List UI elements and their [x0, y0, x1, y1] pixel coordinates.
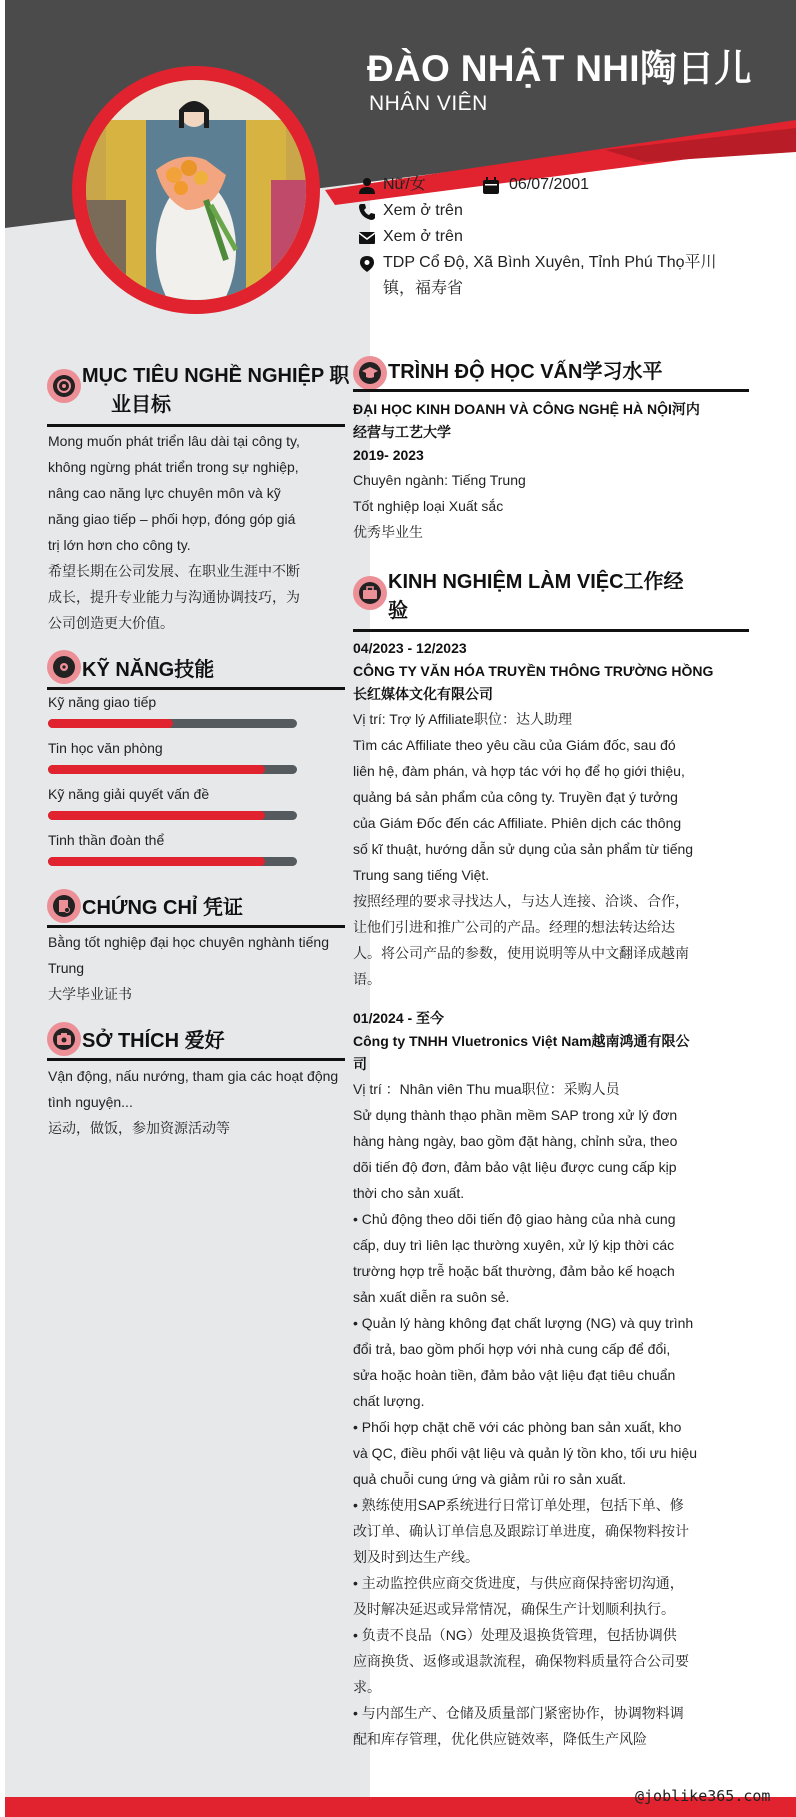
skill-bar: [48, 857, 297, 866]
skill-bar: [48, 719, 297, 728]
education-school-line-2: 经营与工艺大学: [353, 424, 451, 440]
job-description-line: sửa hoặc hoàn tiền, đảm bảo vật liệu đạt tiêu chuẩn: [353, 1367, 676, 1383]
job-description-line: • 熟练使用SAP系统进行日常订单处理，包括下单、修: [353, 1497, 684, 1513]
job-description-line: sản xuất diễn ra suôn sẻ.: [353, 1289, 510, 1305]
email-icon: [358, 229, 376, 247]
objective-zh-line: 希望长期在公司发展、在职业生涯中不断: [48, 563, 300, 579]
education-title: TRÌNH ĐỘ HỌC VẤN学习水平: [388, 361, 663, 383]
job-description-line: của Giám Đốc đến các Affiliate. Phiên dịch các thông: [353, 815, 682, 831]
skill-label: Kỹ năng giao tiếp: [48, 694, 157, 710]
address-line-2: 镇，福寿省: [383, 280, 464, 297]
skill-bar-fill: [48, 857, 265, 866]
objective-title-line-2: 业目标: [111, 394, 171, 416]
portrait-photo: [86, 80, 306, 300]
job-description-line: 语。: [353, 971, 381, 987]
job-description-line: 划及时到达生产线。: [353, 1549, 479, 1565]
job-period: 04/2023 - 12/2023: [353, 640, 467, 656]
skill-bar-fill: [48, 765, 265, 774]
hobby-line: Vận động, nấu nướng, tham gia các hoạt động: [48, 1068, 339, 1084]
job-description-line: quả chuỗi cung ứng và giảm rủi ro sản xuất.: [353, 1471, 627, 1487]
resume-page: [5, 0, 796, 1817]
gender-value: Nữ/女: [383, 176, 426, 193]
job-description-line: Trung sang tiếng Việt.: [353, 867, 490, 883]
phone-icon: [358, 203, 376, 221]
hobby-line: 运动，做饭，参加资源活动等: [48, 1120, 230, 1136]
objective-vi-line: năng giao tiếp – phối hợp, đóng góp giá: [48, 511, 296, 527]
job-description-line: • Chủ động theo dõi tiến độ giao hàng của nhà cung: [353, 1211, 676, 1227]
target-icon: [47, 369, 81, 403]
job-description-line: hàng hàng ngày, bao gồm đặt hàng, chỉnh sửa, theo: [353, 1133, 678, 1149]
skill-label: Kỹ năng giải quyết vấn đề: [48, 786, 210, 802]
address-line-1: TDP Cổ Độ, Xã Bình Xuyên, Tỉnh Phú Thọ平川: [383, 254, 717, 271]
birthday-value: 06/07/2001: [509, 176, 590, 193]
education-grade-vi: Tốt nghiệp loại Xuất sắc: [353, 498, 504, 514]
education-major: Chuyên ngành: Tiếng Trung: [353, 472, 526, 488]
skill-label: Tin học văn phòng: [48, 740, 163, 756]
job-position: Vị trí: Trợ lý Affiliate职位：达人助理: [353, 711, 572, 727]
watermark: @joblike365.com: [635, 1787, 771, 1805]
gear-icon: [47, 650, 81, 684]
skills-title: KỸ NĂNG技能: [82, 659, 215, 681]
job-description-line: 人。将公司产品的参数，使用说明等从中文翻译成越南: [353, 945, 689, 961]
education-years: 2019- 2023: [353, 447, 424, 463]
candidate-role: NHÂN VIÊN: [369, 92, 488, 115]
certificates-rule: [47, 925, 345, 928]
objective-vi-line: không ngừng phát triển trong sự nghiệp,: [48, 459, 299, 475]
job-description-line: 配和库存管理，优化供应链效率，降低生产风险: [353, 1731, 647, 1747]
education-school-line-1: ĐẠI HỌC KINH DOANH VÀ CÔNG NGHỆ HÀ NỘI河内: [353, 401, 700, 417]
job-description-line: dõi tiến độ đơn, đảm bảo vật liệu được cung cấp kịp: [353, 1159, 677, 1175]
job-description-line: • Phối hợp chặt chẽ với các phòng ban sản xuất, kho: [353, 1419, 682, 1435]
hobby-line: tình nguyện...: [48, 1094, 133, 1110]
job-company-line-1: Công ty TNHH Vluetronics Việt Nam越南鸿通有限公: [353, 1033, 690, 1049]
certificate-icon: [47, 889, 81, 923]
objective-title-line-1: MỤC TIÊU NGHỀ NGHIỆP 职: [82, 365, 350, 387]
certificates-title: CHỨNG CHỈ 凭证: [82, 897, 244, 919]
education-grade-zh: 优秀毕业生: [353, 524, 423, 540]
objective-rule: [47, 424, 345, 427]
hobbies-rule: [47, 1058, 345, 1061]
objective-vi-line: nâng cao năng lực chuyên môn và kỹ: [48, 485, 281, 501]
job-description-line: quảng bá sản phẩm của công ty. Truyền đạt ý tưởng: [353, 789, 678, 805]
briefcase-icon: [353, 576, 387, 610]
candidate-name: ĐÀO NHẬT NHI陶日儿: [367, 48, 752, 89]
job-description-line: số kĩ thuật, hướng dẫn sử dụng của sản phẩm từ tiếng: [353, 841, 694, 857]
job-description-line: và QC, điều phối vật liệu và quản lý tồn kho, tối ưu hiệu: [353, 1445, 698, 1461]
job-description-line: Tìm các Affiliate theo yêu cầu của Giám đốc, sau đó: [353, 737, 676, 753]
job-company-line-2: 长红媒体文化有限公司: [353, 686, 493, 702]
skill-bar-fill: [48, 719, 173, 728]
certificate-line: Trung: [48, 960, 85, 976]
job-company-line-1: CÔNG TY VĂN HÓA TRUYỀN THÔNG TRƯỜNG HỒNG: [353, 663, 714, 679]
education-rule: [353, 389, 749, 392]
job-description-line: • 负责不良品（NG）处理及退换货管理，包括协调供: [353, 1627, 677, 1643]
job-description-line: • 主动监控供应商交货进度，与供应商保持密切沟通，: [353, 1575, 684, 1591]
camera-icon: [47, 1022, 81, 1056]
experience-title-line-1: KINH NGHIỆM LÀM VIỆC工作经: [388, 571, 684, 593]
person-icon: [358, 177, 376, 195]
skill-bar: [48, 811, 297, 820]
job-description-line: thời cho sản xuất.: [353, 1185, 465, 1201]
email-value: Xem ở trên: [383, 228, 463, 245]
experience-title-line-2: 验: [388, 600, 408, 622]
skill-bar-fill: [48, 811, 265, 820]
phone-value: Xem ở trên: [383, 202, 463, 219]
job-description-line: chất lượng.: [353, 1393, 425, 1409]
job-position: Vị trí ：Nhân viên Thu mua职位：采购人员: [353, 1081, 620, 1097]
graduation-cap-icon: [353, 356, 387, 390]
location-icon: [358, 255, 376, 273]
objective-vi-line: trị lớn hơn cho công ty.: [48, 537, 191, 553]
objective-zh-line: 成长，提升专业能力与沟通协调技巧，为: [48, 589, 300, 605]
job-description-line: 让他们引进和推广公司的产品。经理的想法转达给达: [353, 919, 675, 935]
job-description-line: 改订单、确认订单信息及跟踪订单进度，确保物料按计: [353, 1523, 689, 1539]
certificate-line: Bằng tốt nghiệp đại học chuyên nghành tiếng: [48, 934, 330, 950]
job-description-line: 应商换货、返修或退款流程，确保物料质量符合公司要: [353, 1653, 689, 1669]
objective-vi-line: Mong muốn phát triển lâu dài tại công ty,: [48, 433, 300, 449]
job-description-line: • Quản lý hàng không đạt chất lượng (NG) và quy trình: [353, 1315, 694, 1331]
job-description-line: • 与内部生产、仓储及质量部门紧密协作，协调物料调: [353, 1705, 684, 1721]
hobbies-title: SỞ THÍCH 爱好: [82, 1030, 225, 1052]
job-description-line: Sử dụng thành thạo phần mềm SAP trong xử lý đơn: [353, 1107, 678, 1123]
experience-rule: [353, 629, 749, 632]
calendar-icon: [482, 177, 500, 195]
job-description-line: trường hợp trễ hoặc bất thường, đảm bảo kế hoạch: [353, 1263, 675, 1279]
certificate-line: 大学毕业证书: [48, 986, 132, 1002]
skill-bar: [48, 765, 297, 774]
skills-rule: [47, 687, 345, 690]
job-company-line-2: 司: [353, 1056, 367, 1072]
job-period: 01/2024 - 至今: [353, 1010, 445, 1026]
job-description-line: đổi trả, bao gồm phối hợp với nhà cung cấp để đổi,: [353, 1341, 671, 1357]
job-description-line: liên hệ, đàm phán, và hợp tác với họ để họ giới thiệu,: [353, 763, 685, 779]
job-description-line: 按照经理的要求寻找达人，与达人连接、洽谈、合作，: [353, 893, 689, 909]
job-description-line: 求。: [353, 1679, 381, 1695]
objective-zh-line: 公司创造更大价值。: [48, 615, 174, 631]
job-description-line: 及时解决延迟或异常情况，确保生产计划顺利执行。: [353, 1601, 675, 1617]
job-description-line: cấp, duy trì liên lạc thường xuyên, xử lý kịp thời các: [353, 1237, 675, 1253]
skill-label: Tinh thần đoàn thể: [48, 832, 165, 848]
